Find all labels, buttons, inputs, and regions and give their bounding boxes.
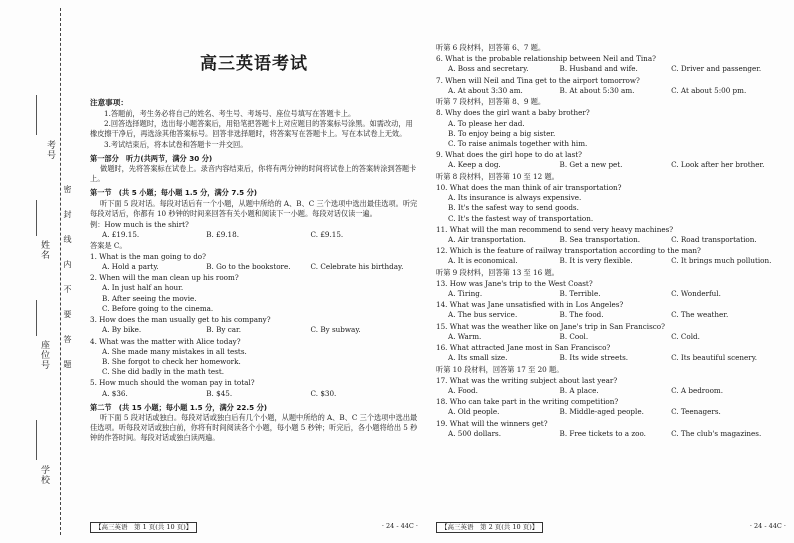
option: A. Its small size.: [448, 353, 508, 363]
option: C. Celebrate his birthday.: [310, 261, 404, 271]
seal-char: 内: [63, 260, 72, 268]
option: A. 500 dollars.: [448, 428, 501, 438]
binding-margin: [0, 0, 72, 543]
option: C. A bedroom.: [671, 386, 723, 395]
listen-instruction: 听第 9 段材料，回答第 13 至 16 题。: [436, 267, 559, 277]
question-text: 18. Who can take part in the writing competition?: [436, 397, 619, 407]
question-text: 15. What was the weather like on Jane's trip in San Francisco?: [436, 321, 665, 331]
question-options: [436, 160, 786, 170]
question-text: 2. When will the man clean up his room?: [90, 273, 239, 283]
seal-char: 线: [63, 235, 72, 243]
listen-instruction: 听第 10 段材料，回答第 17 至 20 题。: [436, 364, 564, 374]
question-options: [436, 119, 786, 150]
option: B. She forgot to check her homework.: [102, 356, 241, 366]
section-heading: 第一节 (共 5 小题；每小题 1.5 分，满分 7.5 分): [90, 188, 258, 198]
option: B. The food.: [559, 310, 604, 320]
option: A. Hold a party.: [102, 261, 159, 271]
question-options: [436, 332, 786, 342]
option: A. The bus service.: [448, 310, 518, 320]
example-question: 例：How much is the shirt?: [90, 220, 189, 230]
option: B. Husband and wife.: [559, 64, 638, 74]
option: B. Its wide streets.: [559, 353, 629, 363]
question-text: 10. What does the man think of air transportation?: [436, 182, 622, 192]
option: A. In just half an hour.: [102, 283, 184, 293]
option: C. Teenagers.: [671, 407, 721, 417]
option: B. By car.: [206, 325, 241, 335]
seal-char: 答: [63, 335, 72, 343]
question-options: [90, 389, 418, 399]
option: A. Keep a dog.: [448, 160, 501, 170]
question-text: 13. How was Jane's trip to the West Coast?: [436, 278, 593, 288]
question-options: [436, 193, 786, 224]
option: B. At about 5:30 am.: [559, 85, 635, 95]
notice-item: 3.考试结束后，将本试卷和答题卡一并交回。: [104, 139, 248, 149]
seal-char: 不: [63, 285, 72, 293]
question-text: 3. How does the man usually get to his company?: [90, 315, 271, 325]
question-text: 14. What was Jane unsatisfied with in Los Angeles?: [436, 300, 624, 310]
example-options: [90, 230, 418, 240]
seal-char: 题: [63, 360, 72, 368]
footer-code: · 24 - 44C ·: [749, 521, 786, 530]
notice-list: [90, 109, 418, 150]
question-options: [90, 325, 418, 335]
option: C. It's the fastest way of transportation.: [448, 213, 594, 223]
seal-char: 封: [63, 210, 72, 218]
label-school: 学校: [39, 465, 49, 485]
option: B. Free tickets to a zoo.: [559, 428, 646, 438]
option: A. Tiring.: [448, 289, 483, 299]
option: B. $45.: [206, 388, 233, 398]
left-column: [90, 0, 418, 543]
question-text: 19. What will the winners get?: [436, 418, 548, 428]
option: C. To raise animals together with him.: [448, 138, 588, 148]
option: B. Terrible.: [559, 289, 601, 299]
option: C. Look after her brother.: [671, 160, 765, 170]
question-options: [90, 262, 418, 272]
option: A. To please her dad.: [448, 118, 525, 128]
question-options: [436, 64, 786, 74]
seal-line: [60, 8, 61, 535]
question-options: [90, 347, 418, 378]
question-text: 8. Why does the girl want a baby brother?: [436, 108, 590, 118]
field-line-seat: [36, 300, 37, 336]
question-text: 5. How much should the woman pay in total?: [90, 378, 255, 388]
section-instructions: 听下面 5 段对话。每段对话后有一个小题，从题中所给的 A、B、C 三个选项中选出最佳选项。听完每段对话后，你都有 10 秒钟的时间来回答有关小题和阅读下一小题。每段对话仅读一遍。: [90, 198, 418, 218]
notice-item: 1.答题前，考生务必将自己的姓名、考生号、考场号、座位号填写在答题卡上。: [104, 108, 356, 118]
right-column: [436, 0, 786, 543]
option: A. She made many mistakes in all tests.: [102, 346, 247, 356]
listen-instruction: 听第 7 段材料，回答第 8、9 题。: [436, 97, 546, 107]
seal-char: 要: [63, 310, 72, 318]
question-options: [436, 256, 786, 266]
option: B. Sea transportation.: [559, 234, 641, 244]
option: B. After seeing the movie.: [102, 293, 197, 303]
option: B. Cool.: [559, 331, 589, 341]
question-list: [436, 183, 786, 267]
section-instructions: 听下面 5 段对话或独白。每段对话或独白后有几个小题，从题中所给的 A、B、C 三个选项中选出最佳选项。听每段对话或独白前，你将有时间阅读各个小题，每小题 5 秒钟；听完后，各小题将给出 5 秒钟的作答时间。每段对话或独白读两遍。: [90, 413, 418, 443]
option: C. Driver and passenger.: [671, 64, 762, 74]
option: C. She did badly in the math test.: [102, 367, 224, 377]
question-text: 17. What was the writing subject about last year?: [436, 375, 618, 385]
question-list: [90, 252, 418, 399]
question-list: [436, 376, 786, 439]
option: A. By bike.: [102, 325, 142, 335]
question-options: [436, 407, 786, 417]
question-options: [436, 289, 786, 299]
part-heading: 第一部分 听力(共两节，满分 30 分): [90, 153, 213, 163]
question-text: 16. What attracted Jane most in San Francisco?: [436, 343, 611, 353]
option: C. It brings much pollution.: [671, 256, 772, 266]
field-line-name: [36, 200, 37, 236]
option: A. Boss and secretary.: [448, 64, 529, 74]
option: C. By subway.: [310, 325, 361, 335]
option: B. It's the safest way to send goods.: [448, 203, 579, 213]
option: B. A place.: [559, 386, 599, 395]
option: C. Cold.: [671, 331, 700, 341]
page-footer: [436, 522, 786, 533]
example-answer: 答案是 C。: [90, 240, 127, 250]
section-heading: 第二节 (共 15 小题；每小题 1.5 分，满分 22.5 分): [90, 402, 268, 412]
page-title: 高三英语考试: [200, 54, 308, 74]
option: A. Old people.: [448, 407, 500, 417]
question-options: [90, 283, 418, 314]
question-options: [436, 386, 786, 396]
option: A. £19.15.: [102, 230, 140, 240]
field-line-exam-number: [36, 95, 37, 135]
question-text: 9. What does the girl hope to do at last?: [436, 150, 583, 160]
option: A. At about 3:30 am.: [448, 85, 523, 95]
option: C. Wonderful.: [671, 289, 721, 299]
question-text: 4. What was the matter with Alice today?: [90, 336, 241, 346]
question-list: [436, 108, 786, 170]
option: B. Get a new pet.: [559, 160, 623, 170]
option: B. £9.18.: [206, 230, 239, 240]
option: B. Middle-aged people.: [559, 407, 644, 417]
footer-page-label: 【高三英语 第 1 页(共 10 页)】: [90, 522, 197, 533]
option: C. At about 5:00 pm.: [671, 85, 747, 95]
option: B. It is very flexible.: [559, 256, 633, 266]
option: C. Before going to the cinema.: [102, 303, 214, 313]
question-options: [436, 310, 786, 320]
part-instructions: 做题时，先将答案标在试卷上。录音内容结束后，你将有两分钟的时间将试卷上的答案转涂到答题卡上。: [90, 164, 417, 184]
question-options: [436, 353, 786, 363]
option: A. Air transportation.: [448, 234, 526, 244]
option: A. Warm.: [448, 331, 482, 341]
option: C. $30.: [310, 388, 337, 398]
option: A. $36.: [102, 388, 128, 398]
footer-page-label: 【高三英语 第 2 页(共 10 页)】: [436, 522, 543, 533]
question-options: [436, 429, 786, 439]
question-list: [436, 279, 786, 364]
notice-item: 2.回答选择题时，选出每小题答案后，用铅笔把答题卡上对应题目的答案标号涂黑。如需改动，用橡皮擦干净后，再选涂其他答案标号。回答非选择题时，将答案写在答题卡上。写在本试卷上无效。: [90, 119, 413, 139]
option: A. Its insurance is always expensive.: [448, 193, 582, 203]
question-text: 1. What is the man going to do?: [90, 251, 206, 261]
option: A. Food.: [448, 386, 478, 395]
question-text: 11. What will the man recommend to send very heavy machines?: [436, 224, 674, 234]
field-line-school: [36, 420, 37, 460]
option: C. Its beautiful scenery.: [671, 353, 758, 363]
label-seat: 座位号: [39, 340, 49, 370]
question-text: 7. When will Neil and Tina get to the airport tomorrow?: [436, 75, 640, 85]
question-text: 12. Which is the feature of railway transportation according to the man?: [436, 246, 701, 256]
option: C. The club's magazines.: [671, 428, 762, 438]
question-list: [436, 54, 786, 96]
question-text: 6. What is the probable relationship between Neil and Tina?: [436, 54, 656, 64]
listen-instruction: 听第 8 段材料，回答第 10 至 12 题。: [436, 171, 559, 181]
option: B. To enjoy being a big sister.: [448, 128, 556, 138]
question-options: [436, 86, 786, 96]
page-footer: [90, 522, 418, 533]
footer-code: · 24 - 44C ·: [381, 521, 418, 530]
question-options: [436, 235, 786, 245]
option: A. It is economical.: [448, 256, 518, 266]
notice-heading: 注意事项：: [90, 98, 128, 108]
option: C. Road transportation.: [671, 234, 757, 244]
option: C. £9.15.: [310, 230, 344, 240]
label-name: 姓名: [39, 240, 49, 260]
option: C. The weather.: [671, 310, 729, 320]
seal-char: 密: [63, 185, 72, 193]
listen-instruction: 听第 6 段材料，回答第 6、7 题。: [436, 43, 546, 52]
label-exam-number: 考号: [45, 140, 55, 160]
option: B. Go to the bookstore.: [206, 261, 291, 271]
